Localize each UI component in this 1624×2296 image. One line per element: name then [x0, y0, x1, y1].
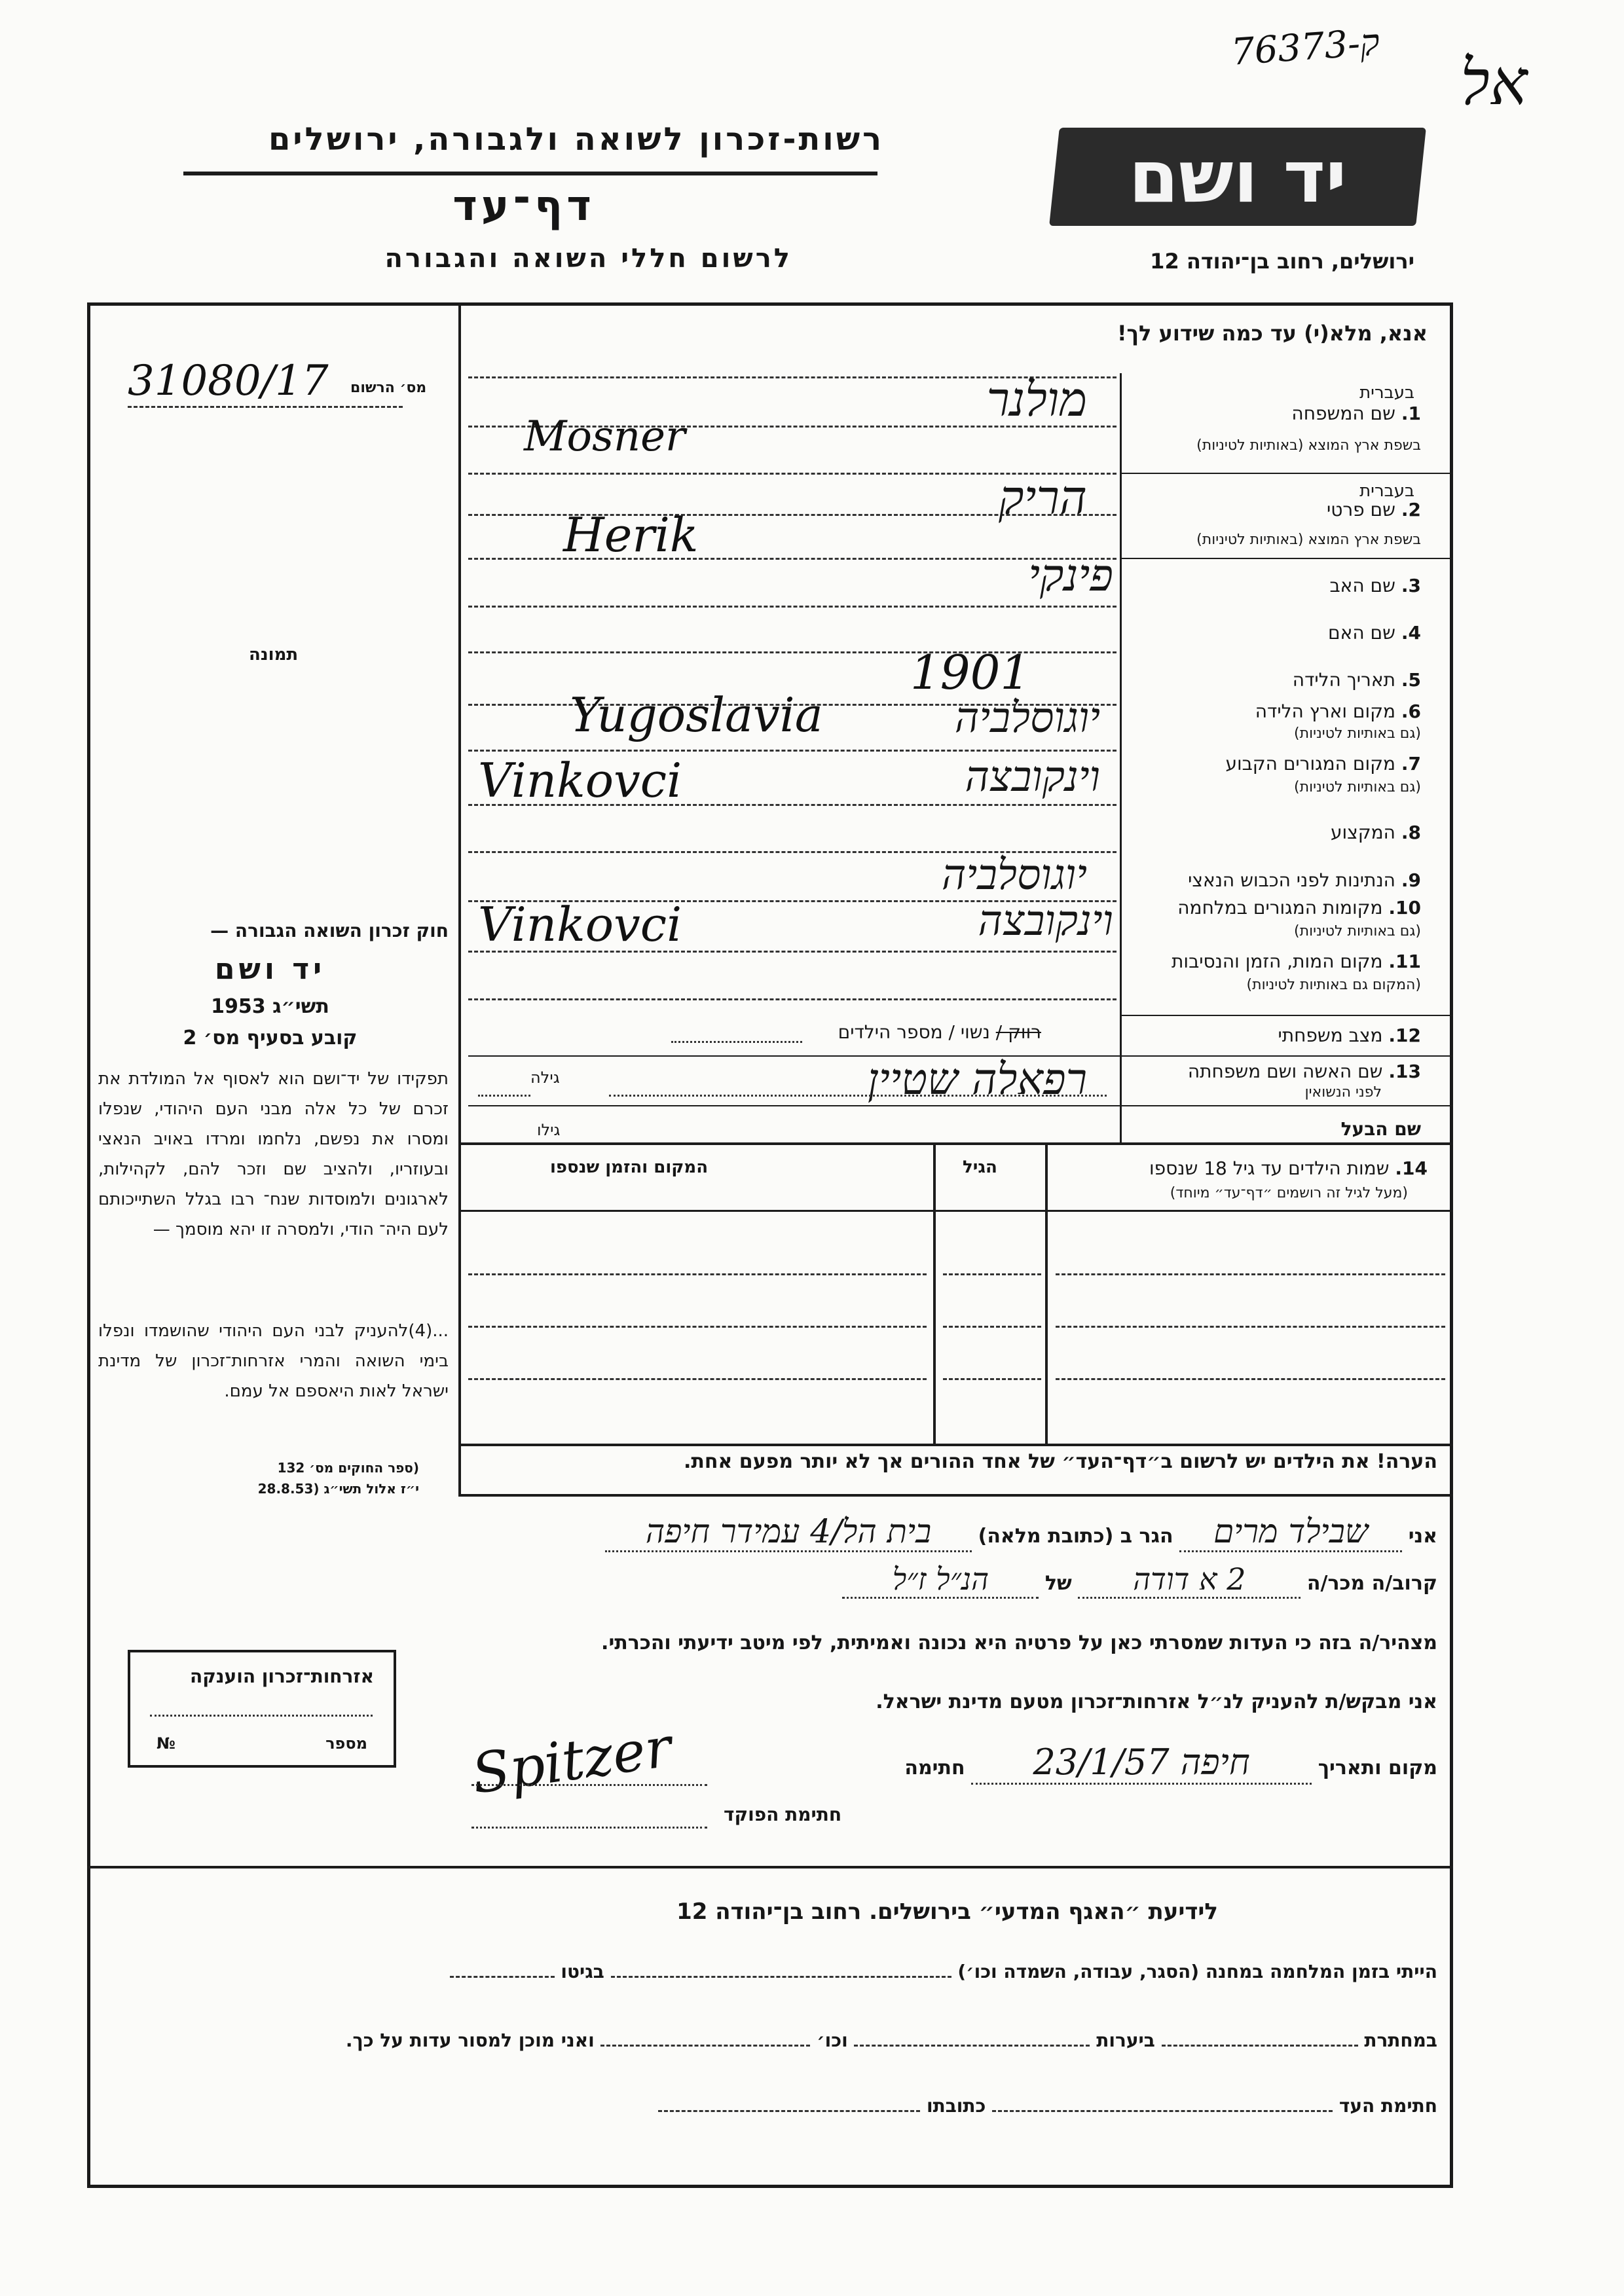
field-1-latin-value: Mosner [524, 412, 686, 461]
field-6-sub: (גם באותיות לטיניות) [1294, 725, 1421, 742]
yad-vashem-logo [1049, 128, 1426, 226]
registration-number: 31080/17 [128, 357, 329, 405]
marital-status-options [838, 1021, 1041, 1043]
footer-line-3: חתימת העד כתובתו [658, 2095, 1437, 2117]
declaration-text: מצהיר/ה בזה כי העדות שמסרתי כאן על פרטיה היא נכונה ואמיתית, לפי מיטב ידיעתי והכרתי. [601, 1631, 1437, 1654]
field-6-label: 6. מקום וארץ הלידה [1255, 701, 1421, 722]
field-10-sub: (גם באותיות לטיניות) [1294, 923, 1421, 939]
declarant-name: שבילד מרים [1179, 1512, 1402, 1552]
law-body-continued: ...(4)להעניק לבני העם היהודי שהושמדו ונפלו בימי השואה והמרי אזרחות־זכרון של מדינת ישראל לאות היאספם אל עמם. [98, 1321, 449, 1401]
children-place-column-header: המקום והזמן שנספו [550, 1157, 709, 1177]
form-title: דף־עד [452, 182, 595, 230]
place-date-value: חיפה 23/1/57 [971, 1741, 1312, 1785]
field-5-value: 1901 [910, 645, 1031, 700]
declarant-signature: Spitzer [468, 1715, 676, 1806]
law-title: חוק זכרון השואה הגבורה — [210, 920, 449, 941]
citizenship-number-prefix: № [157, 1734, 175, 1753]
organization-line: רשות-זכרון לשואה ולגבורה, ירושלים [268, 121, 884, 158]
field-7-latin-value: Vinkovci [478, 753, 682, 808]
field-10-label: 10. מקומות המגורים במלחמה [1177, 897, 1421, 919]
field-10-hebrew-value: וינקובצה [978, 897, 1113, 945]
wife-name-value: רפאלה שטיין [867, 1054, 1087, 1104]
field-2-sub: בשפת ארץ המוצא (באותיות לטיניות) [1196, 532, 1421, 548]
field-2-hebrew-value: הריק [999, 470, 1087, 525]
field-9-label: 9. הנתינות לפני הכבוש הנאצי [1188, 869, 1421, 891]
field-7-hebrew-value: וינקובצה [965, 753, 1100, 801]
field-6-latin-value: Yugoslavia [570, 687, 823, 742]
registration-number-label: מס׳ הרשום [350, 380, 427, 396]
declarant-line-2: קרוב/ה מכר/ה 2 א דודה של הנ״ל ז״ל [842, 1561, 1437, 1599]
photo-placeholder-label: תמונה [249, 645, 299, 665]
citizenship-granted-box [128, 1650, 396, 1768]
place-date-line: מקום ותאריך חיפה 23/1/57 חתימה [904, 1741, 1437, 1785]
field-10-latin-value: Vinkovci [478, 897, 682, 952]
field-8-label: 8. המקצוע [1331, 822, 1421, 843]
marital-status-single-struck: רווק / [995, 1021, 1041, 1043]
footer-line-1: הייתי בזמן המלחמה במחנה (הסגר, עבודה, השמדה וכו׳) בגיטו [450, 1961, 1437, 1982]
field-3-value: פינקי [1028, 550, 1113, 602]
declarant-line-1: אני שבילד מרים הגר ב (כתובת מלאה) בית הל/4 עמידר חיפה [605, 1512, 1437, 1552]
field-1-hebrew-value: מולנר [986, 372, 1087, 427]
field-3-label: 3. שם האב [1329, 575, 1421, 596]
field-4-label: 4. שם האם [1328, 622, 1421, 644]
law-yad-vashem: יד ושם [214, 953, 326, 986]
law-source-2: י״ז אלול תשי״ג (28.8.53 [257, 1481, 419, 1497]
form-instruction: אנא, מלא(י) עד כמה שידוע לך! [1116, 321, 1428, 346]
children-age-column-header: הגיל [963, 1157, 997, 1177]
field-1-sub: בשפת ארץ המוצא (באותיות לטיניות) [1196, 437, 1421, 454]
field-11-label: 11. מקום המות, הזמן והנסיבות [1172, 951, 1421, 972]
husband-name-label: שם הבעל [1340, 1118, 1421, 1140]
archive-note: 76ק-373 [1230, 21, 1382, 74]
field-13-label: 13. שם האשה ושם משפחתה [1187, 1061, 1421, 1082]
field-2-latin-value: Herik [563, 507, 699, 562]
law-year: תשי״ג 1953 [211, 995, 329, 1018]
footer-line-2: במחתרת ביערות וכו׳ ואני מוכן למסור עדות על כך. [345, 2030, 1437, 2051]
declarant-address: בית הל/4 עמידר חיפה [605, 1512, 972, 1552]
form-note: הערה! את הילדים יש לרשום ב״דף־העד״ של אחד ההורים אך לא יותר מפעם אחת. [684, 1450, 1437, 1473]
logo-text: יד ושם [1128, 135, 1347, 219]
field-2-lang: בעברית [1359, 481, 1414, 501]
declarant-relation: 2 א דודה [1078, 1561, 1301, 1599]
children-sub: (מעל לגיל זה רושמים ״דף־עד״ מיוחד) [1170, 1185, 1408, 1201]
citizenship-request-text: אני מבקש/ת להעניק לנ״ל אזרחות־זכרון מטעם מדינת ישראל. [876, 1690, 1437, 1713]
officer-signature-label: חתימת הפוקד [724, 1804, 842, 1825]
header-address: ירושלים, רחוב בן־יהודה 12 [1150, 249, 1414, 274]
corner-mark: אל [1460, 46, 1528, 119]
field-6-hebrew-value: יוגוסלביה [954, 694, 1100, 742]
form-subtitle: לרשום חללי השואה והגבורה [384, 244, 792, 274]
citizenship-granted-title: אזרחות־זכרון הוענקה [190, 1666, 374, 1687]
law-source-1: (ספר החוקים מס׳ 132 [277, 1460, 419, 1476]
footer-title: לידיעת ״האגף המדעי״ בירושלים. רחוב בן־יהודה 12 [676, 1899, 1218, 1925]
field-2-label: 2. שם פרטי [1326, 499, 1421, 520]
marital-status-married: נשוי / מספר הילדים [838, 1021, 990, 1043]
field-7-label: 7. מקום המגורים הקבוע [1225, 753, 1421, 774]
field-11-sub: (המקום גם באותיות לטיניות) [1246, 977, 1421, 993]
field-13-sub: לפני הנשואין [1304, 1084, 1382, 1101]
citizenship-number-label: מספר [325, 1734, 367, 1753]
field-1-label: 1. שם המשפחה [1291, 403, 1421, 424]
field-12-label: 12. מצב משפחתי [1278, 1025, 1421, 1046]
field-7-sub: (גם באותיות לטיניות) [1294, 779, 1421, 795]
law-clause: קובע בסעיף מס׳ 2 [183, 1027, 358, 1049]
deceased-reference: הנ״ל ז״ל [842, 1561, 1039, 1599]
field-9-value: יוגוסלביה [941, 851, 1087, 900]
field-1-lang: בעברית [1359, 383, 1414, 403]
wife-age-label: גילה [530, 1068, 560, 1087]
children-label: 14. שמות הילדים עד גיל 18 שנספו [1149, 1157, 1428, 1179]
field-5-label: 5. תאריך הלידה [1292, 669, 1421, 691]
husband-age-label: גילו [537, 1121, 561, 1139]
law-body: תפקידו של יד־ושם הוא לאסוף אל המולדת את זכרם של כל אלה מבני העם היהודי, שנפלו ומסרו את נפשם, נלחמו ומרדו באויב הנאצי ובעוזריו, ולהציב שם וזכר להם, לקהילות, לארגונים ולמוסדות שנח־ רבו בגלל השתייכותם לעם היה־ הודי, ולמסרה זו יהא מוסמך — [98, 1069, 449, 1239]
